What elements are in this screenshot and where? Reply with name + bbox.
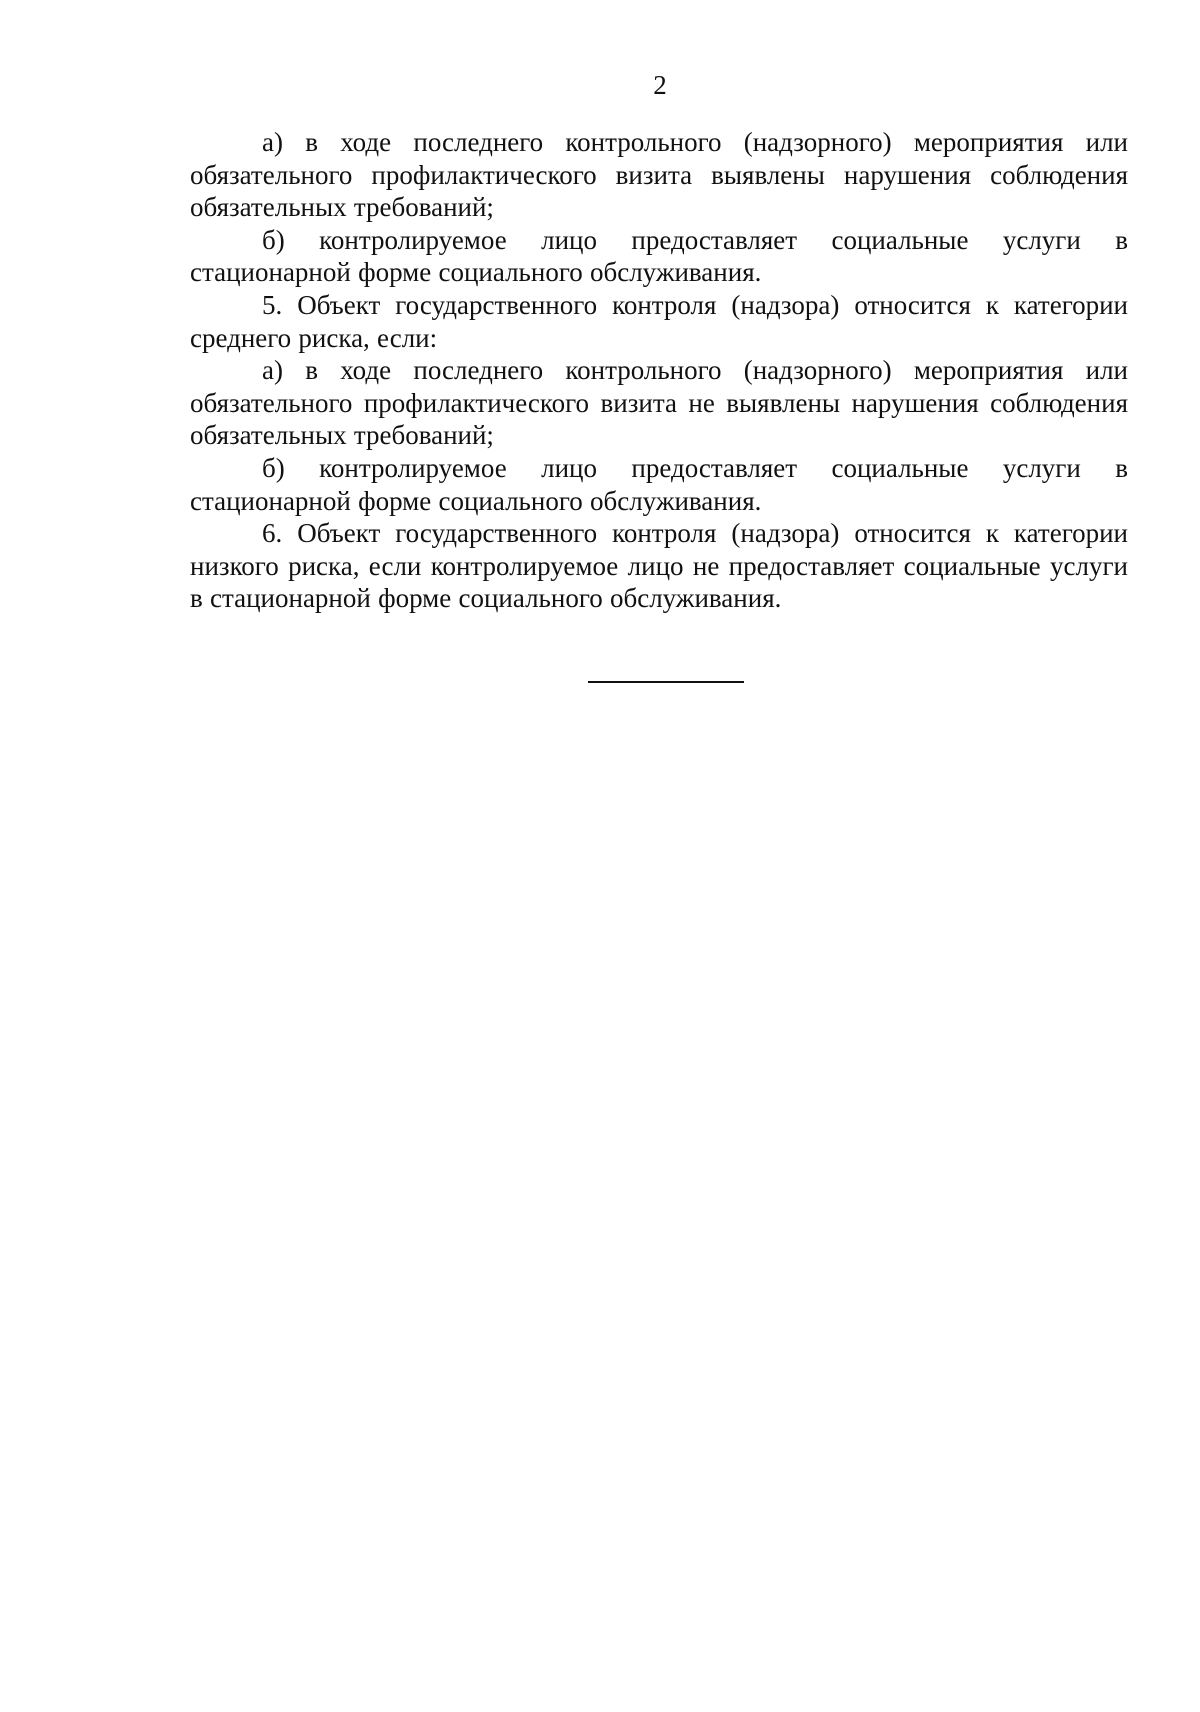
paragraph-4a-high-risk: а) в ходе последнего контрольного (надзорного) мероприятия или обязательного профилактического визита выявлены нарушения соблюдения обязательных требований; <box>190 127 1128 223</box>
document-body <box>190 126 1128 615</box>
paragraph-4b-high-risk: б) контролируемое лицо предоставляет социальные услуги в стационарной форме социального обслуживания. <box>190 224 1128 288</box>
paragraph-6-low-risk: 6. Объект государственного контроля (надзора) относится к категории низкого риска, если контролируемое лицо не предоставляет социальные услуги в стационарной форме социального обслуживания. <box>190 518 1128 614</box>
paragraph-5b-medium-risk: б) контролируемое лицо предоставляет социальные услуги в стационарной форме социального обслуживания. <box>190 452 1128 516</box>
paragraph-5a-medium-risk: а) в ходе последнего контрольного (надзорного) мероприятия или обязательного профилактического визита не выявлены нарушения соблюдения обязательных требований; <box>190 355 1128 451</box>
paragraph-5-medium-risk: 5. Объект государственного контроля (надзора) относится к категории среднего риска, если: <box>190 289 1128 353</box>
page-number: 2 <box>653 70 667 100</box>
end-of-document-rule <box>588 681 744 683</box>
